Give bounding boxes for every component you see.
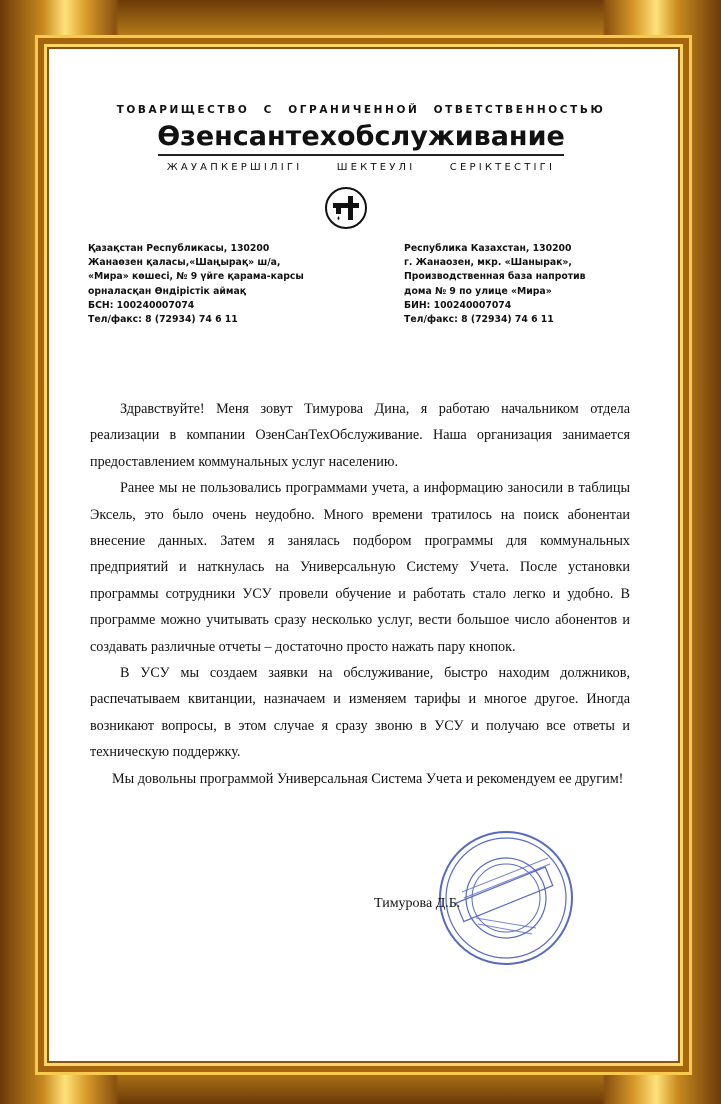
address-ru-line: Тел/факс: 8 (72934) 74 6 11 [404, 314, 554, 326]
address-kz-line: орналасқан Өндірістік аймақ [88, 285, 247, 297]
address-kz-line: Қазақстан Республикасы, 130200 [88, 243, 270, 254]
address-ru-line: г. Жанаозен, мкр. «Шанырак», [404, 257, 572, 269]
address-ru-line: Республика Казахстан, 130200 [404, 243, 572, 254]
paragraph-features: В УСУ мы создаем заявки на обслуживание, быстро находим должников, распечатываем квитанции, назначаем и изменяем тарифы и многое другое. Иногда возникают вопросы, в этом случае я сразу звоню в УСУ и получаю все ответы и техническую поддержку. [90, 665, 630, 761]
letter-body [90, 396, 630, 792]
address-ru [404, 242, 644, 327]
address-kz [88, 242, 328, 327]
address-ru-line: дома № 9 по улице «Мира» [404, 285, 552, 297]
address-ru-line: БИН: 100240007074 [404, 299, 512, 311]
company-name: Өзенсантехобслуживание [157, 121, 565, 152]
address-kz-line: «Мира» көшесі, № 9 үйге қарама-карсы [88, 271, 304, 283]
paragraph-recommendation: Мы довольны программой Универсальная Система Учета и рекомендуем ее другим! [112, 770, 624, 787]
address-kz-line: Жанаөзен қаласы,«Шаңырақ» ш/а, [88, 257, 281, 269]
org-type-ru: ТОВАРИЩЕСТВО С ОГРАНИЧЕННОЙ ОТВЕТСТВЕННОСТЬЮ [116, 104, 606, 116]
signature-name: Тимурова Д.Б. [374, 896, 461, 911]
paragraph-before: Ранее мы не пользовались программами учета, а информацию заносили в таблицы Эксель, это было очень неудобно. Много времени тратилось на поиск абонентаи внесение данных. Затем я занялась подбором программы для коммунальных предприятий и наткнулась на Универсальную Систему Учета. После установки программы сотрудники УСУ провели обучение и работать стало легко и удобно. В программе можно учитывать сразу несколько услуг, вести большое число абонентов и создавать различные отчеты – достаточно просто нажать пару кнопок. [90, 480, 630, 655]
address-ru-line: Производственная база напротив [404, 271, 586, 283]
paragraph-greeting: Здравствуйте! Меня зовут Тимурова Дина, я работаю начальником отдела реализации в компании ОзенСанТехОбслуживание. Наша организация занимается предоставлением коммунальных услуг населению. [90, 401, 630, 470]
org-type-kz: ЖАУАПКЕРШІЛІГІ ШЕКТЕУЛІ СЕРІКТЕСТІГІ [166, 162, 556, 173]
letter-paper [64, 66, 658, 1038]
address-kz-line: БСН: 100240007074 [88, 299, 195, 311]
faucet-icon [324, 186, 368, 230]
address-kz-line: Тел/факс: 8 (72934) 74 6 11 [88, 314, 238, 326]
header-rule [158, 154, 564, 156]
